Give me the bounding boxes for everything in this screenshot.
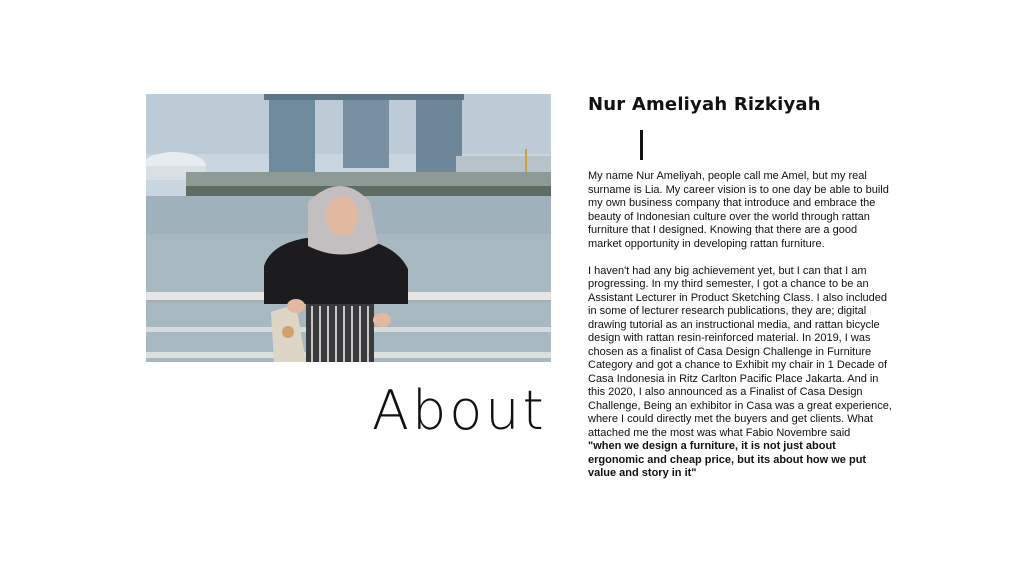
divider-bar: [640, 130, 643, 160]
bio-quote: "when we design a furniture, it is not just about ergonomic and cheap price, but its about how we put value and story in it": [588, 440, 867, 479]
bio-paragraph-2-text: I haven't had any big achievement yet, but I can that I am progressing. In my third semester, I got a chance to be an Assistant Lecturer in Product Sketching Class. I also included in some of lecturer research publications, they are; digital drawing tutorial as an instructional media, and rattan bicycle design with rattan resin-reinforced material. In 2019, I was chosen as a finalist of Casa Design Challenge in Furniture Category and got a chance to Exhibit my chair in 1 Decade of Casa Indonesia in Ritz Carlton Pacific Place Jakarta. And in this 2020, I also announced as a Finalist of Casa Design Challenge, Being an exhibitor in Casa was a great experience, where I could directly met the buyers and get clients. What attached me the most was what Fabio Novembre said: [588, 264, 892, 439]
person-name: Nur Ameliyah Rizkiyah: [588, 94, 821, 115]
bio-text: [588, 170, 892, 494]
bio-paragraph-1: My name Nur Ameliyah, people call me Amel, but my real surname is Lia. My career vision is to one day be able to build my own business company that introduce and embrace the beauty of Indonesian culture over the world through rattan furniture that I designed. Knowing that there are a good market opportunity in developing rattan furniture.: [588, 170, 889, 250]
portrait-photo: [146, 94, 551, 362]
bio-paragraph-2: [588, 265, 892, 481]
about-heading: About: [372, 379, 547, 442]
